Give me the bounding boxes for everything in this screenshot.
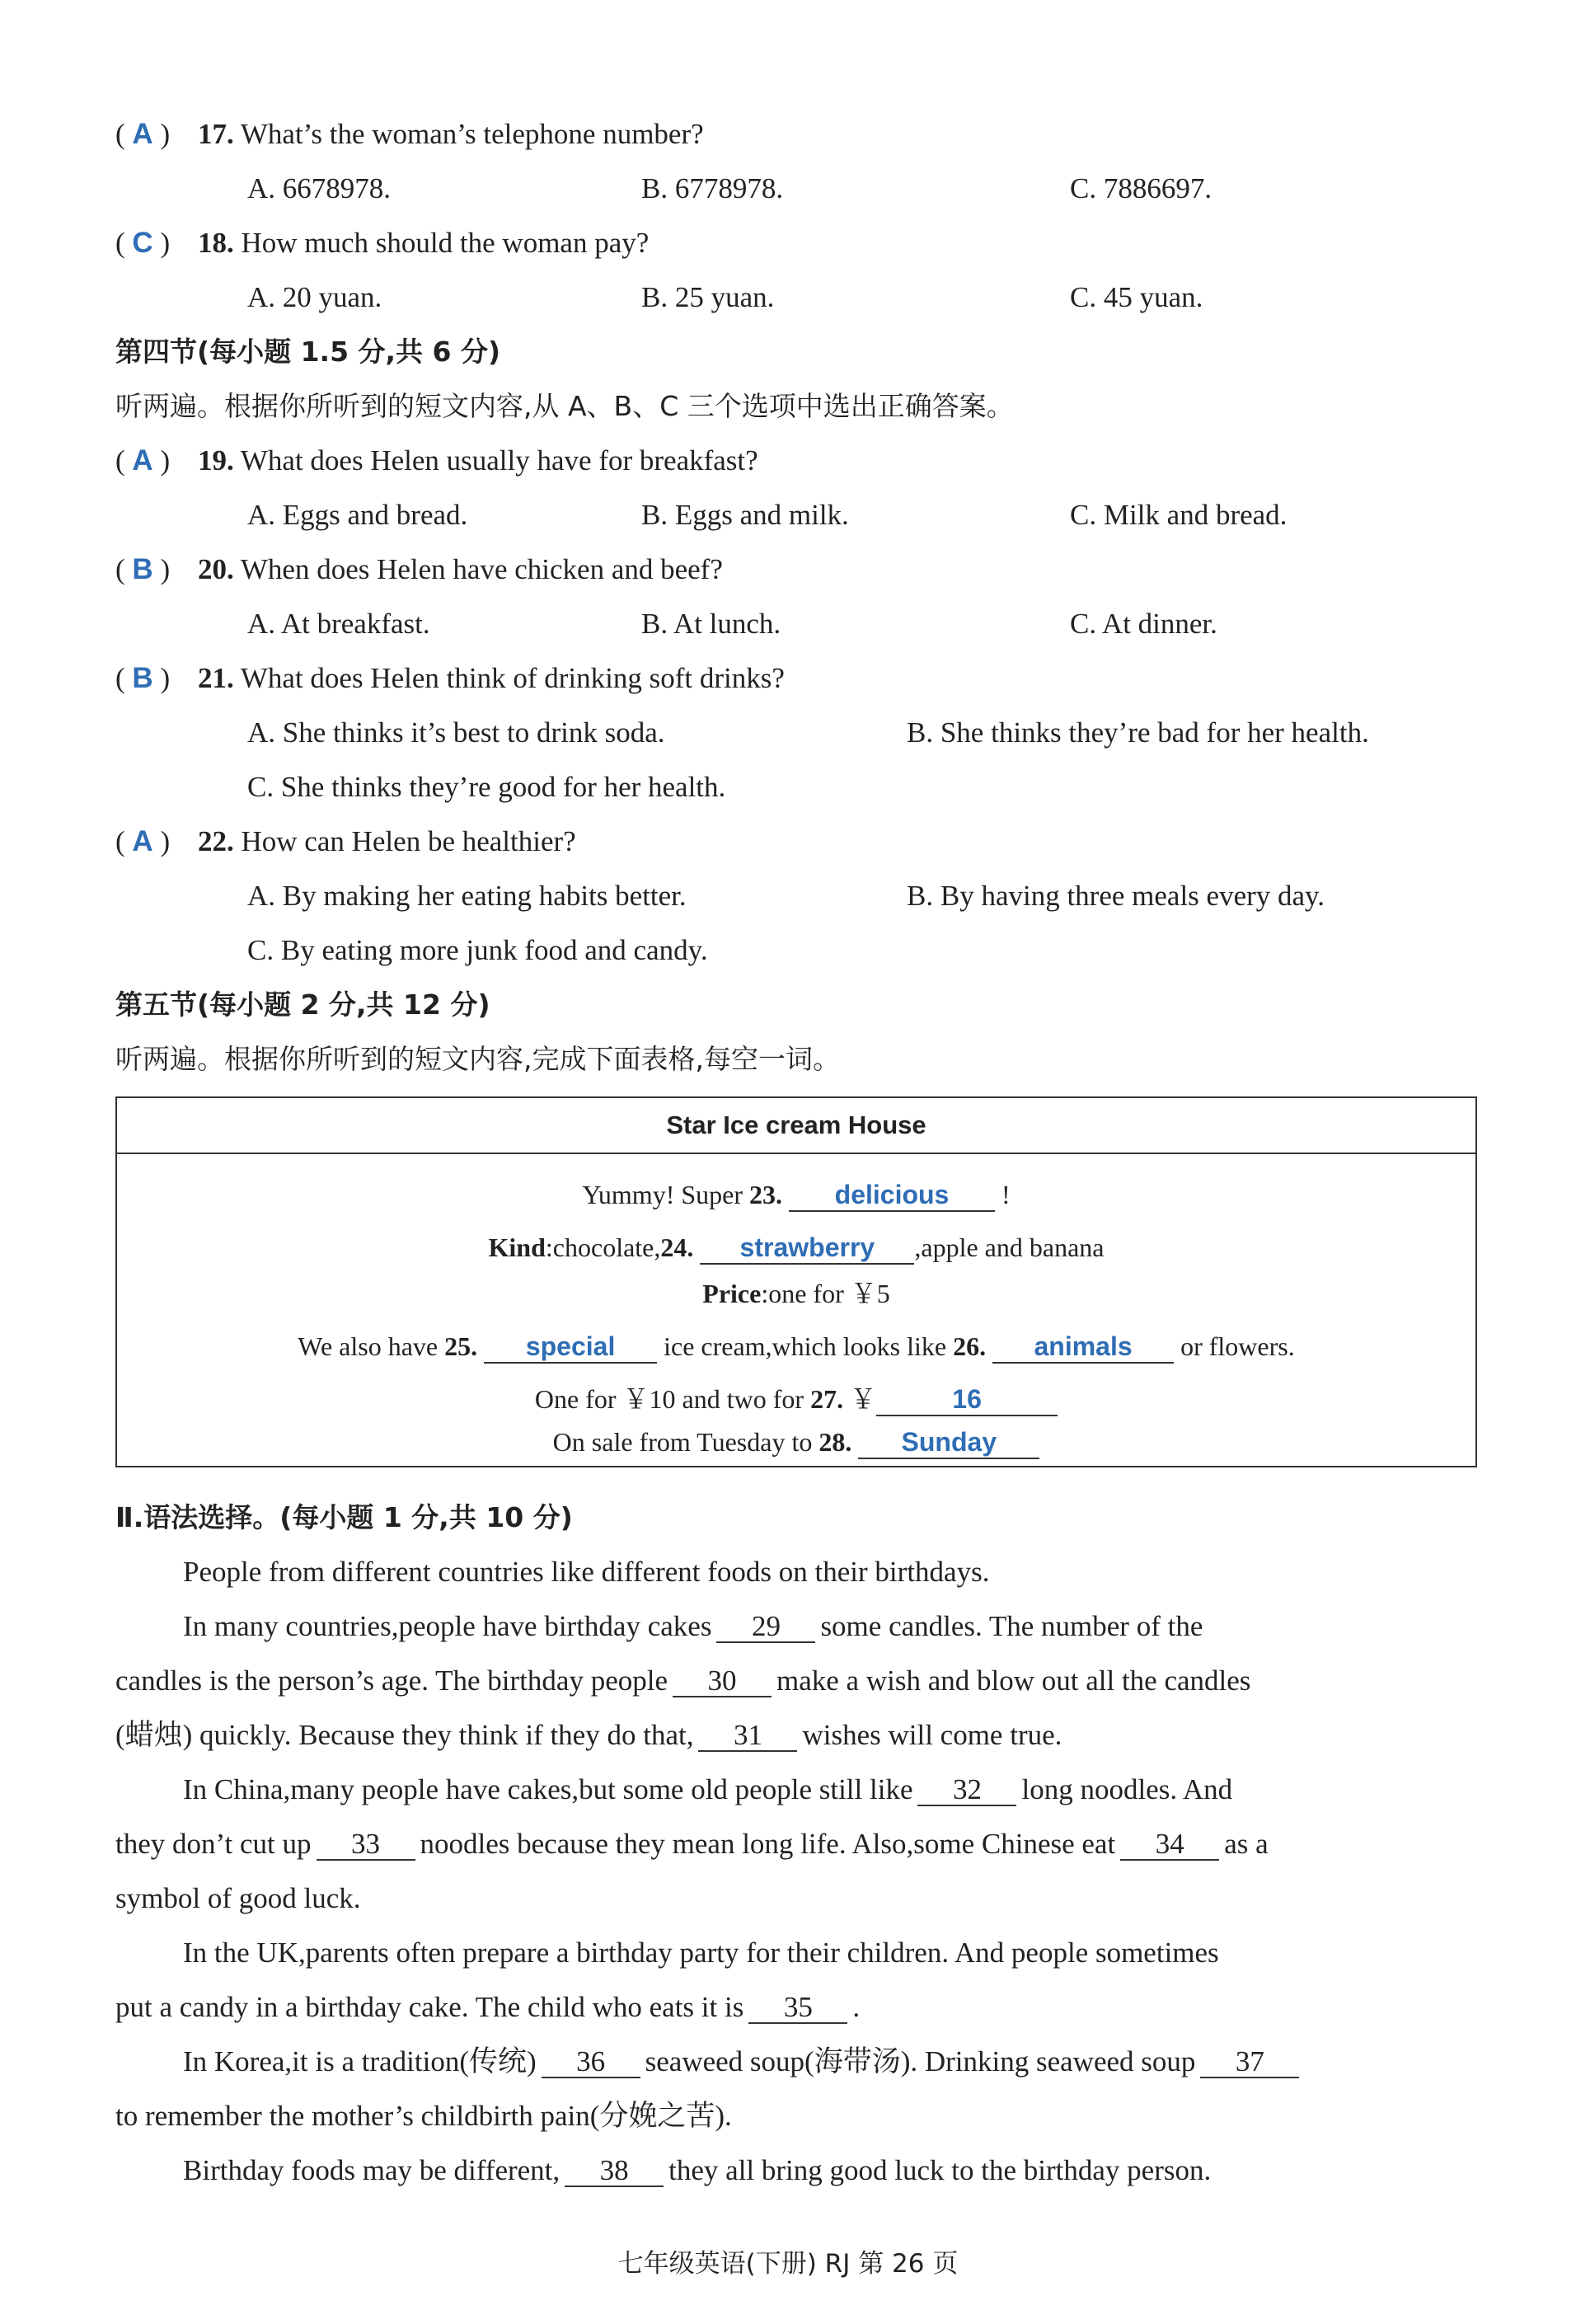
option-b: B. 25 yuan. (641, 281, 775, 313)
option-a: A. Eggs and bread. (247, 499, 468, 531)
text: as a (1224, 1828, 1269, 1860)
text: they all bring good luck to the birthday person. (668, 2154, 1212, 2186)
answer-letter: B (132, 553, 153, 585)
answer-letter: A (132, 118, 153, 150)
question-17 (115, 114, 704, 155)
line-text: ,apple and banana (914, 1232, 1105, 1262)
question-19 (115, 440, 758, 481)
blank-number: 26. (953, 1331, 987, 1361)
question-number: 19. (198, 444, 234, 477)
question-21 (115, 658, 785, 699)
table-line-24 (117, 1227, 1475, 1268)
blank-26: animals (992, 1331, 1174, 1364)
blank-27: 16 (876, 1383, 1058, 1416)
answer-letter: A (132, 444, 153, 477)
grammar-title: Ⅱ.语法选择。(每小题 1 分,共 10 分) (115, 1501, 573, 1533)
option-c: C. Milk and bread. (1070, 499, 1288, 531)
blank-number: 24. (660, 1232, 694, 1262)
option-a: A. By making her eating habits better. (247, 880, 687, 912)
blank-23: delicious (789, 1179, 995, 1212)
question-text: How much should the woman pay? (241, 227, 650, 259)
question-text: What does Helen usually have for breakfast? (240, 444, 758, 477)
gap-35: 35 (748, 1993, 847, 2024)
text: wishes will come true. (802, 1719, 1062, 1751)
answer-paren: ( B ) (115, 553, 171, 585)
blank-25: special (484, 1331, 657, 1364)
line-text: or flowers. (1174, 1331, 1295, 1361)
gap-37: 37 (1200, 2047, 1299, 2078)
question-number: 20. (198, 553, 234, 585)
table-line-25-26 (117, 1326, 1475, 1367)
option-a: A. 20 yuan. (247, 281, 382, 313)
paragraph-6 (183, 2150, 1211, 2191)
paragraph-3-line-2 (115, 1824, 1269, 1865)
text: noodles because they mean long life. Also,some Chinese eat (420, 1828, 1116, 1860)
line-text: Yummy! Super (582, 1180, 749, 1209)
answer-letter: B (132, 662, 153, 694)
ice-cream-table (115, 1096, 1477, 1467)
price-label: Price (702, 1279, 762, 1308)
text: In China,many people have cakes,but some old people still like (183, 1773, 913, 1805)
text: In many countries,people have birthday cakes (183, 1610, 712, 1642)
paragraph-5-line-2: to remember the mother’s childbirth pain(分娩之苦). (115, 2100, 732, 2132)
option-c: C. 45 yuan. (1070, 281, 1203, 313)
text: put a candy in a birthday cake. The child who eats it is (115, 1991, 744, 2023)
text: seaweed soup(海带汤). Drinking seaweed soup (645, 2045, 1196, 2078)
option-c: C. At dinner. (1070, 608, 1217, 640)
paragraph-4-line-1: In the UK,parents often prepare a birthday party for their children. And people sometimes (183, 1937, 1219, 1969)
question-text: What does Helen think of drinking soft drinks? (240, 662, 785, 694)
gap-30: 30 (673, 1666, 772, 1697)
section-4-instruction: 听两遍。根据你所听到的短文内容,从 A、B、C 三个选项中选出正确答案。 (115, 390, 1014, 422)
paragraph-3-line-1 (183, 1769, 1232, 1810)
gap-31: 31 (698, 1721, 797, 1752)
table-line-price (117, 1273, 1475, 1314)
line-text: :chocolate, (545, 1232, 661, 1262)
option-b: B. At lunch. (641, 608, 781, 640)
question-text: What’s the woman’s telephone number? (240, 118, 704, 150)
paragraph-5-line-1 (183, 2041, 1304, 2082)
answer-paren: ( C ) (115, 227, 171, 259)
page-footer: 七年级英语(下册) RJ 第 26 页 (617, 2249, 959, 2279)
gap-36: 36 (542, 2047, 640, 2078)
blank-number: 23. (749, 1180, 782, 1209)
kind-label: Kind (488, 1232, 546, 1262)
question-text: When does Helen have chicken and beef? (240, 553, 723, 585)
option-b: B. Eggs and milk. (641, 499, 849, 531)
paragraph-3-line-3: symbol of good luck. (115, 1882, 361, 1914)
blank-number: 28. (818, 1427, 852, 1457)
line-text: On sale from Tuesday to (552, 1427, 819, 1457)
gap-34: 34 (1120, 1829, 1219, 1861)
gap-32: 32 (917, 1775, 1016, 1806)
question-number: 18. (198, 227, 234, 259)
option-b: B. 6778978. (641, 172, 784, 204)
yen-sign: ￥ (843, 1384, 877, 1414)
option-a: A. 6678978. (247, 172, 392, 204)
question-18 (115, 223, 649, 264)
paragraph-2-line-3 (115, 1715, 1062, 1756)
option-c: C. 7886697. (1070, 172, 1212, 204)
option-a: A. At breakfast. (247, 608, 430, 640)
line-text: ice cream,which looks like (657, 1331, 954, 1361)
option-b: B. She thinks they’re bad for her health. (907, 716, 1369, 749)
table-line-23 (117, 1174, 1475, 1215)
text: Birthday foods may be different, (183, 2154, 561, 2186)
answer-paren: ( A ) (115, 118, 171, 150)
blank-24: strawberry (700, 1232, 914, 1265)
question-number: 22. (198, 825, 234, 857)
question-text: How can Helen be healthier? (241, 825, 576, 857)
table-line-28 (117, 1421, 1475, 1462)
price-text: :one for ￥5 (761, 1279, 890, 1308)
text: . (852, 1991, 861, 2023)
blank-28: Sunday (858, 1426, 1039, 1459)
question-22 (115, 821, 576, 862)
paragraph-2-line-1 (183, 1606, 1203, 1647)
section-4-title: 第四节(每小题 1.5 分,共 6 分) (115, 336, 501, 368)
paragraph-1: People from different countries like different foods on their birthdays. (183, 1556, 990, 1588)
answer-letter: C (132, 227, 153, 259)
blank-number: 25. (444, 1331, 478, 1361)
section-5-instruction: 听两遍。根据你所听到的短文内容,完成下面表格,每空一词。 (115, 1043, 840, 1075)
table-line-27 (117, 1378, 1475, 1420)
section-5-title: 第五节(每小题 2 分,共 12 分) (115, 988, 490, 1021)
line-text: One for ￥10 and two for (534, 1384, 811, 1414)
answer-paren: ( A ) (115, 444, 171, 477)
line-text: ! (1001, 1180, 1011, 1209)
table-title: Star Ice cream House (117, 1098, 1475, 1154)
answer-letter: A (132, 825, 153, 857)
text: make a wish and blow out all the candles (776, 1664, 1251, 1697)
option-c: C. She thinks they’re good for her health. (247, 771, 726, 803)
text: In Korea,it is a tradition(传统) (183, 2045, 537, 2078)
line-text: We also have (298, 1331, 445, 1361)
text: candles is the person’s age. The birthday people (115, 1664, 668, 1697)
gap-29: 29 (716, 1612, 815, 1643)
option-b: B. By having three meals every day. (907, 880, 1325, 912)
text: some candles. The number of the (820, 1610, 1203, 1642)
answer-paren: ( A ) (115, 825, 171, 857)
gap-33: 33 (317, 1829, 415, 1861)
text: (蜡烛) quickly. Because they think if they do that, (115, 1719, 694, 1751)
question-number: 21. (198, 662, 234, 694)
paragraph-4-line-2 (115, 1987, 860, 2028)
question-20 (115, 549, 723, 590)
text: they don’t cut up (115, 1828, 312, 1860)
question-number: 17. (198, 118, 234, 150)
answer-paren: ( B ) (115, 662, 171, 694)
option-a: A. She thinks it’s best to drink soda. (247, 716, 665, 749)
gap-38: 38 (565, 2156, 664, 2187)
blank-number: 27. (810, 1384, 844, 1414)
text: long noodles. And (1021, 1773, 1233, 1805)
option-c: C. By eating more junk food and candy. (247, 934, 708, 966)
paragraph-2-line-2 (115, 1660, 1250, 1702)
